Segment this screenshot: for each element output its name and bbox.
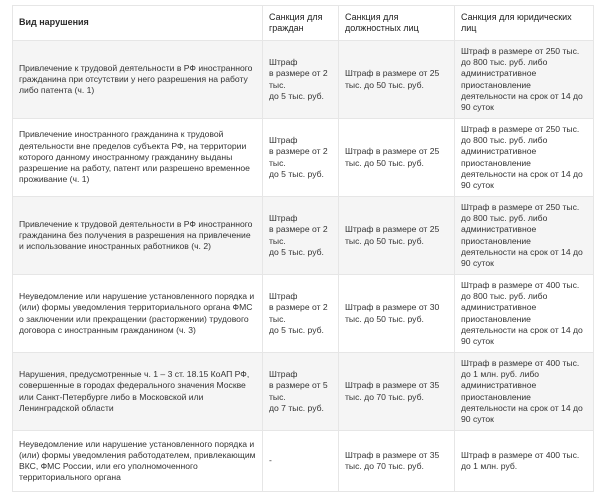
legal-entities-cell: Штраф в размере от 400 тыс. до 800 тыс. руб. либо административное приостановление деятельности на срок от 14 до 90 суток — [455, 275, 594, 353]
table-row — [13, 41, 594, 119]
legal-entities-cell: Штраф в размере от 400 тыс. до 1 млн. руб. — [455, 431, 594, 492]
header-officials-sanction: Санкция для должностных лиц — [339, 6, 455, 41]
citizens-line: до 5 тыс. руб. — [269, 90, 324, 101]
citizens-line: до 5 тыс. руб. — [269, 246, 324, 257]
citizens-line: в размере от 5 тыс. — [269, 380, 328, 402]
officials-cell: Штраф в размере от 35 тыс. до 70 тыс. руб. — [339, 431, 455, 492]
citizens-line: до 5 тыс. руб. — [269, 324, 324, 335]
fines-table — [12, 5, 594, 492]
legal-entities-cell: Штраф в размере от 400 тыс. до 1 млн. руб. либо административное приостановление деятельности на срок от 14 до 90 суток — [455, 353, 594, 431]
header-legal-entities-sanction: Санкция для юридических лиц — [455, 6, 594, 41]
citizens-cell — [263, 275, 339, 353]
citizens-line: в размере от 2 тыс. — [269, 224, 328, 246]
legal-entities-cell: Штраф в размере от 250 тыс. до 800 тыс. руб. либо административное приостановление деятельности на срок от 14 до 90 суток — [455, 119, 594, 197]
table-row — [13, 431, 594, 492]
violation-cell: Неуведомление или нарушение установленного порядка и (или) формы уведомления работодателем, привлекающим ВКС, ФМС России, или его уполномоченного территориального органа — [13, 431, 263, 492]
legal-entities-cell: Штраф в размере от 250 тыс. до 800 тыс. руб. либо административное приостановление деятельности на срок от 14 до 90 суток — [455, 197, 594, 275]
violation-cell: Нарушения, предусмотренные ч. 1 – 3 ст. 18.15 КоАП РФ, совершенные в городах федерального значения Москве или Санкт-Петербурге либо в Московской или Ленинградской области — [13, 353, 263, 431]
citizens-cell — [263, 41, 339, 119]
legal-entities-cell: Штраф в размере от 250 тыс. до 800 тыс. руб. либо административное приостановление деятельности на срок от 14 до 90 суток — [455, 41, 594, 119]
officials-cell: Штраф в размере от 30 тыс. до 50 тыс. руб. — [339, 275, 455, 353]
citizens-line: Штраф — [269, 135, 298, 146]
table-row — [13, 197, 594, 275]
table-row — [13, 275, 594, 353]
citizens-line: до 7 тыс. руб. — [269, 402, 324, 413]
citizens-cell — [263, 353, 339, 431]
table-row — [13, 353, 594, 431]
citizens-line: в размере от 2 тыс. — [269, 68, 328, 90]
citizens-line: в размере от 2 тыс. — [269, 146, 328, 168]
citizens-line: в размере от 2 тыс. — [269, 302, 328, 324]
citizens-line: Штраф — [269, 291, 298, 302]
violation-cell: Привлечение к трудовой деятельности в РФ иностранного гражданина без получения в разрешения на привлечение и использование иностранных работников (ч. 2) — [13, 197, 263, 275]
citizens-line: Штраф — [269, 57, 298, 68]
citizens-cell — [263, 119, 339, 197]
citizens-line: до 5 тыс. руб. — [269, 168, 324, 179]
citizens-line: Штраф — [269, 213, 298, 224]
officials-cell: Штраф в размере от 25 тыс. до 50 тыс. руб. — [339, 197, 455, 275]
citizens-line: Штраф — [269, 369, 298, 380]
table-row — [13, 119, 594, 197]
citizens-cell — [263, 197, 339, 275]
header-citizens-sanction: Санкция для граждан — [263, 6, 339, 41]
officials-cell: Штраф в размере от 25 тыс. до 50 тыс. руб. — [339, 41, 455, 119]
violation-cell: Привлечение иностранного гражданина к трудовой деятельности вне пределов субъекта РФ, на территории которого данному иностранному гражданину выданы разрешение на работу, патент или разрешено временное проживание (ч. 1) — [13, 119, 263, 197]
citizens-cell — [263, 431, 339, 492]
violation-cell: Неуведомление или нарушение установленного порядка и (или) формы уведомления территориального органа ФМС о заключении или прекращении (расторжении) трудового договора с иностранным гражданином (ч. 3) — [13, 275, 263, 353]
table-header-row — [13, 6, 594, 41]
citizens-line: - — [269, 455, 272, 466]
officials-cell: Штраф в размере от 35 тыс. до 70 тыс. руб. — [339, 353, 455, 431]
header-violation-type: Вид нарушения — [13, 6, 263, 41]
officials-cell: Штраф в размере от 25 тыс. до 50 тыс. руб. — [339, 119, 455, 197]
violation-cell: Привлечение к трудовой деятельности в РФ иностранного гражданина при отсутствии у него разрешения на работу либо патента (ч. 1) — [13, 41, 263, 119]
